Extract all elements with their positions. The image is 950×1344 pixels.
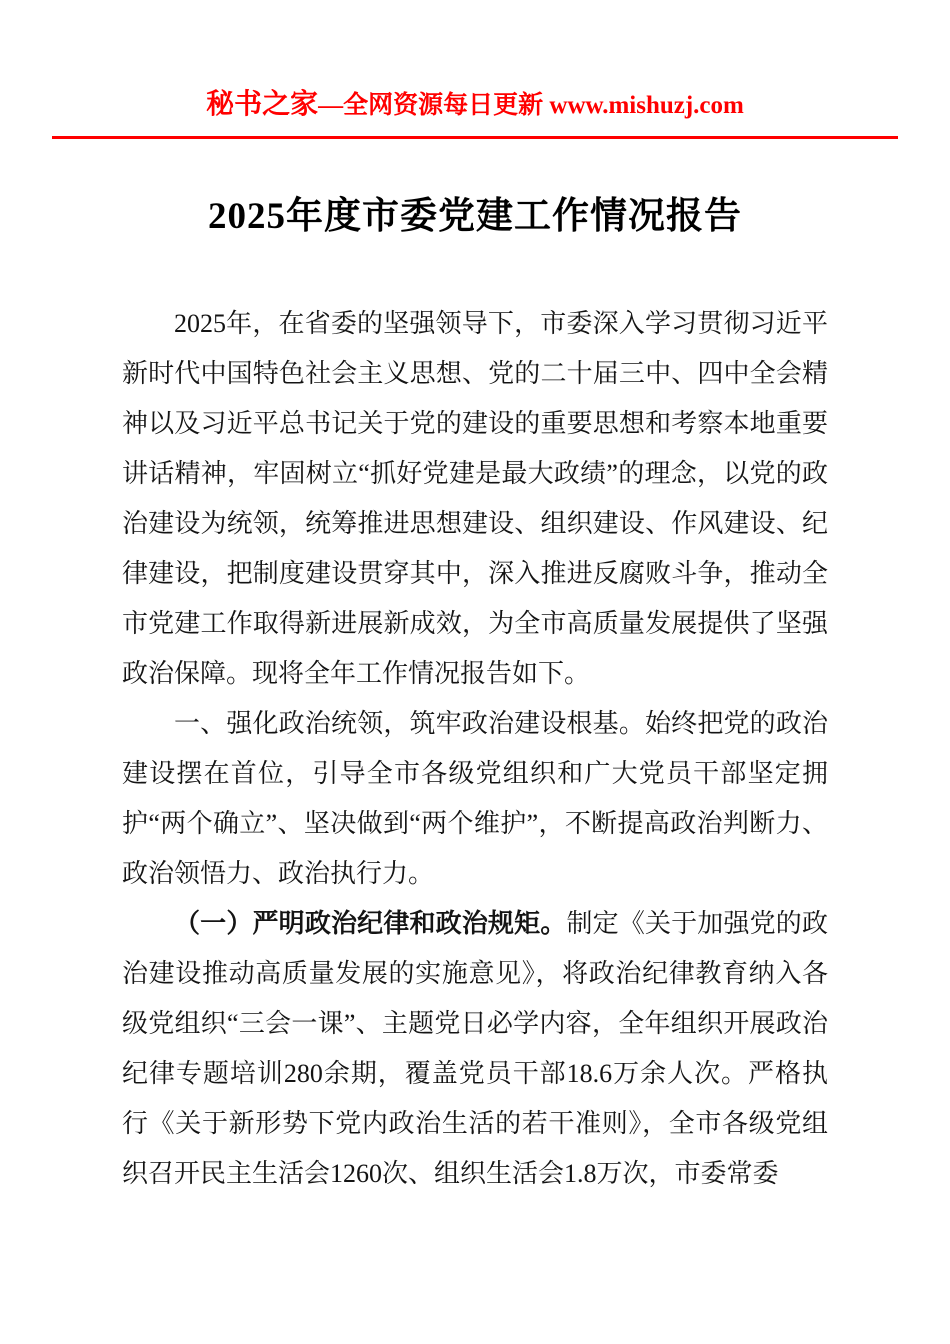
- document-title: 2025年度市委党建工作情况报告: [208, 196, 742, 237]
- site-tagline: —全网资源每日更新: [318, 92, 550, 119]
- site-url-link[interactable]: www.mishuzj.com: [549, 92, 744, 119]
- paragraph-section-1-1-heading: （一）严明政治纪律和政治规矩。: [174, 909, 567, 938]
- header-divider: [52, 136, 898, 139]
- document-body: [122, 299, 828, 1199]
- paragraph-section-1-1-body: 制定《关于加强党的政治建设推动高质量发展的实施意见》，将政治纪律教育纳入各级党组织“三会一课”、主题党日必学内容，全年组织开展政治纪律专题培训280余期，覆盖党员干部18.6万余人次。严格执行《关于新形势下党内政治生活的若干准则》，全市各级党组织召开民主生活会1260次、组织生活会1.8万次，市委常委: [122, 909, 828, 1188]
- site-name: 秘书之家: [206, 89, 319, 120]
- paragraph-intro: 2025年，在省委的坚强领导下，市委深入学习贯彻习近平新时代中国特色社会主义思想、党的二十届三中、四中全会精神以及习近平总书记关于党的建设的重要思想和考察本地重要讲话精神，牢固树立“抓好党建是最大政绩”的理念，以党的政治建设为统领，统筹推进思想建设、组织建设、作风建设、纪律建设，把制度建设贯穿其中，深入推进反腐败斗争，推动全市党建工作取得新进展新成效，为全市高质量发展提供了坚强政治保障。现将全年工作情况报告如下。: [122, 309, 828, 688]
- paragraph-section-1-1: [122, 899, 828, 1199]
- paragraph-section-1: 一、强化政治统领，筑牢政治建设根基。始终把党的政治建设摆在首位，引导全市各级党组织和广大党员干部坚定拥护“两个确立”、坚决做到“两个维护”，不断提高政治判断力、政治领悟力、政治执行力。: [122, 709, 828, 888]
- site-header: [0, 0, 950, 122]
